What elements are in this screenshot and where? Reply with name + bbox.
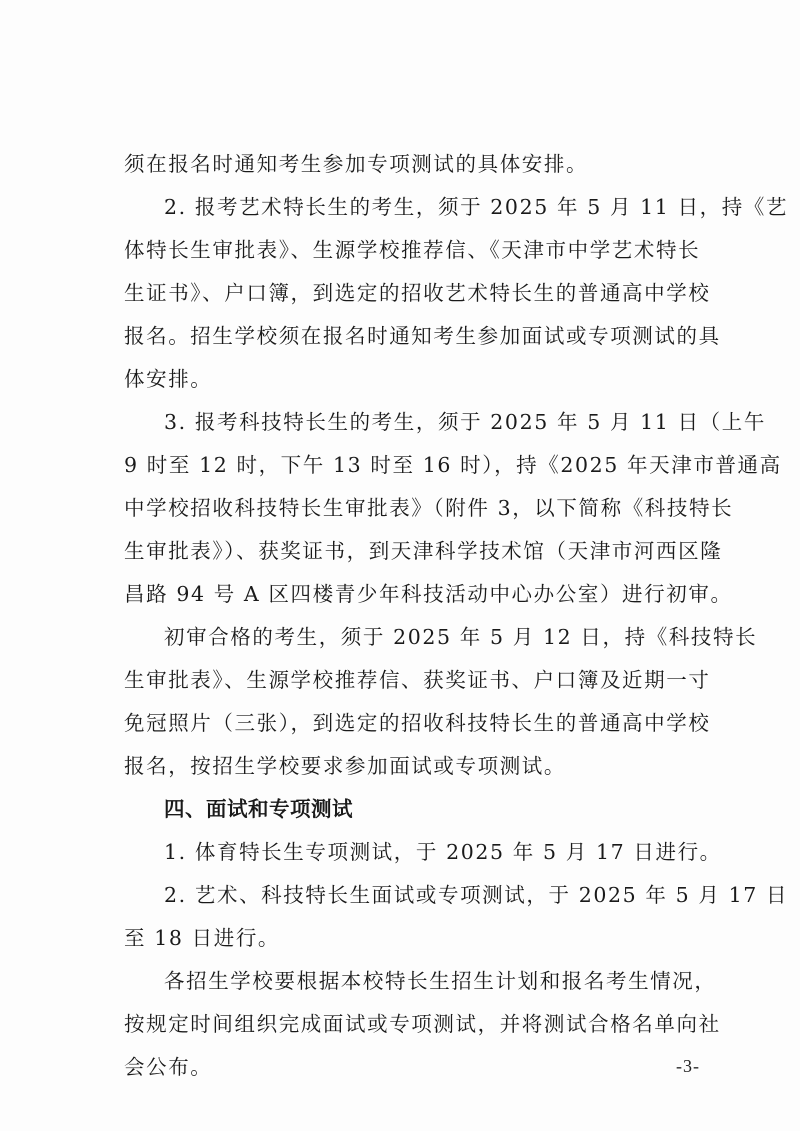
text-line: 生审批表》、生源学校推荐信、获奖证书、户口簿及近期一寸 <box>124 668 711 692</box>
text-line: 各招生学校要根据本校特长生招生计划和报名考生情况， <box>164 969 717 993</box>
text-line: 3. 报考科技特长生的考生，须于 2025 年 5 月 11 日（上午 <box>164 410 766 434</box>
section-heading: 四、面试和专项测试 <box>164 797 353 821</box>
text-line: 生证书》、户口簿，到选定的招收艺术特长生的普通高中学校 <box>124 281 711 305</box>
text-line: 报名，按招生学校要求参加面试或专项测试。 <box>124 754 566 778</box>
text-line: 昌路 94 号 A 区四楼青少年科技活动中心办公室）进行初审。 <box>124 582 733 606</box>
text-line: 免冠照片（三张），到选定的招收科技特长生的普通高中学校 <box>124 711 711 735</box>
page-number: -3- <box>676 1056 700 1076</box>
text-line: 2. 报考艺术特长生的考生，须于 2025 年 5 月 11 日，持《艺 <box>164 195 789 219</box>
text-line: 中学校招收科技特长生审批表》（附件 3，以下简称《科技特长 <box>124 496 734 520</box>
text-line: 1. 体育特长生专项测试，于 2025 年 5 月 17 日进行。 <box>164 840 722 864</box>
text-line: 体特长生审批表》、生源学校推荐信、《天津市中学艺术特长 <box>124 238 701 262</box>
text-line: 须在报名时通知考生参加专项测试的具体安排。 <box>124 152 589 176</box>
text-line: 2. 艺术、科技特长生面试或专项测试，于 2025 年 5 月 17 日 <box>164 883 789 907</box>
text-line: 按规定时间组织完成面试或专项测试，并将测试合格名单向社 <box>124 1012 721 1036</box>
text-line: 至 18 日进行。 <box>124 926 281 950</box>
text-line: 报名。招生学校须在报名时通知考生参加面试或专项测试的具 <box>124 324 721 348</box>
text-line: 9 时至 12 时，下午 13 时至 16 时），持《2025 年天津市普通高 <box>124 453 782 477</box>
text-line: 初审合格的考生，须于 2025 年 5 月 12 日，持《科技特长 <box>164 625 758 649</box>
text-line: 体安排。 <box>124 367 213 391</box>
text-line: 会公布。 <box>124 1055 213 1079</box>
text-line: 生审批表》）、获奖证书，到天津科学技术馆（天津市河西区隆 <box>124 539 723 563</box>
